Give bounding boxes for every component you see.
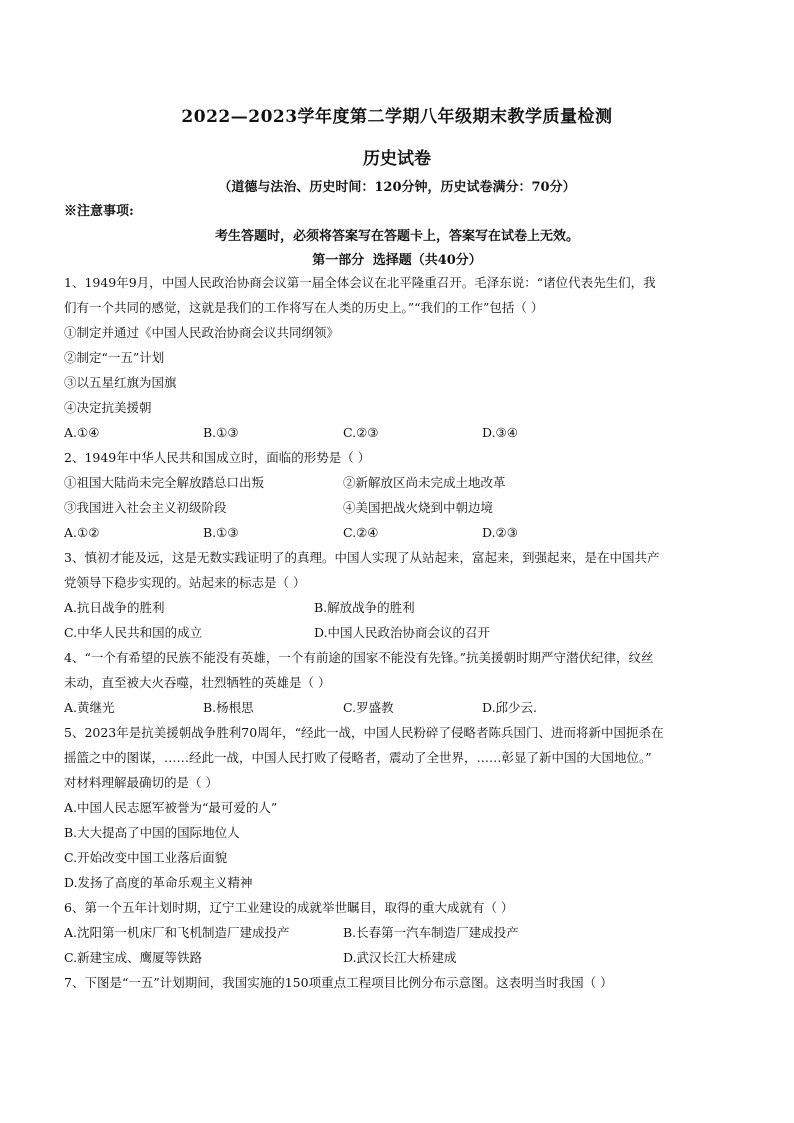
- notice-heading: ※注意事项:: [64, 204, 134, 219]
- q4-option-c: C.罗盛教: [343, 700, 394, 715]
- q4-option-a: A.黄继光: [64, 700, 115, 715]
- q5-option-b: B.大大提高了中国的国际地位人: [64, 825, 240, 840]
- q3-option-d: D.中国人民政治协商会议的召开: [314, 625, 491, 640]
- q1-option-b: B.①③: [203, 425, 239, 440]
- q3-stem-line-1: 3、慎初才能及远，这是无数实践证明了的真理。中国人实现了从站起来，富起来，到强起来，是在中国共产: [64, 550, 660, 565]
- q1-item-4: ④决定抗美援朝: [64, 400, 152, 415]
- q3-option-a: A.抗日战争的胜利: [64, 600, 165, 615]
- q2-item-2: ②新解放区尚未完成土地改革: [343, 475, 506, 490]
- q2-option-d: D.②③: [482, 525, 518, 540]
- q7-stem-line-1: 7、下图是“一五”计划期间，我国实施的150项重点工程项目比例分布示意图。这表明当时我国（ ）: [64, 975, 613, 990]
- q3-stem-line-2: 党领导下稳步实现的。站起来的标志是（ ）: [64, 575, 306, 590]
- q1-item-1: ①制定并通过《中国人民政治协商会议共同纲领》: [64, 325, 340, 340]
- q5-stem-line-3: 对材料理解最确切的是（ ）: [64, 775, 218, 790]
- q6-option-c: C.新建宝成、鹰厦等铁路: [64, 950, 203, 965]
- q1-item-2: ②制定“一五”计划: [64, 350, 165, 365]
- q5-option-a: A.中国人民志愿军被誉为“最可爱的人”: [64, 800, 278, 815]
- q2-option-c: C.②④: [343, 525, 379, 540]
- q4-option-d: D.邱少云.: [482, 700, 538, 715]
- q4-stem-line-2: 未动，直至被大火吞噬，壮烈牺牲的英雄是（ ）: [64, 675, 331, 690]
- q2-stem-line-1: 2、1949年中华人民共和国成立时，面临的形势是（ ）: [64, 450, 371, 465]
- q1-stem-line-2: 们有一个共同的感觉，这就是我们的工作将写在人类的历史上。”“我们的工作”包括（ ）: [64, 300, 544, 315]
- q2-item-1: ①祖国大陆尚未完全解放踏总口出叛: [64, 475, 265, 490]
- q5-option-c: C.开始改变中国工业落后面貌: [64, 850, 228, 865]
- q2-item-4: ④美国把战火烧到中朝边境: [343, 500, 494, 515]
- q2-item-3: ③我国进入社会主义初级阶段: [64, 500, 227, 515]
- q2-option-a: A.①②: [64, 525, 100, 540]
- q1-item-3: ③以五星红旗为国旗: [64, 375, 177, 390]
- q5-stem-line-2: 摇篮之中的图谋，……经此一战，中国人民打败了侵略者，震动了全世界，……彰显了新中国的大国地位。”: [64, 750, 652, 765]
- q3-option-c: C.中华人民共和国的成立: [64, 625, 203, 640]
- q6-option-d: D.武汉长江大桥建成: [343, 950, 457, 965]
- notice-text: 考生答题时，必须将答案写在答题卡上，答案写在试卷上无效。: [214, 229, 579, 244]
- q5-stem-line-1: 5、2023年是抗美援朝战争胜利70周年，“经此一战，中国人民粉碎了侵略者陈兵国门、进而将新中国扼杀在: [64, 725, 664, 740]
- exam-subtitle: 历史试卷: [363, 149, 431, 169]
- q1-option-c: C.②③: [343, 425, 379, 440]
- q1-option-d: D.③④: [482, 425, 518, 440]
- time-note: （道德与法治、历史时间：120分钟，历史试卷满分：70分）: [218, 180, 576, 195]
- q3-option-b: B.解放战争的胜利: [314, 600, 415, 615]
- part1-heading: 第一部分 选择题（共40分）: [312, 253, 482, 268]
- q1-option-a: A.①④: [64, 425, 100, 440]
- q6-option-a: A.沈阳第一机床厂和飞机制造厂建成投产: [64, 925, 290, 940]
- q6-option-b: B.长春第一汽车制造厂建成投产: [343, 925, 519, 940]
- q4-stem-line-1: 4、“一个有希望的民族不能没有英雄，一个有前途的国家不能没有先锋。”抗美援朝时期严守潜伏纪律，纹丝: [64, 650, 654, 665]
- q4-option-b: B.杨根思: [203, 700, 254, 715]
- q1-stem-line-1: 1、1949年9月，中国人民政治协商会议第一届全体会议在北平隆重召开。毛泽东说：“诸位代表先生们，我: [64, 275, 656, 290]
- exam-title: 2022—2023学年度第二学期八年级期末教学质量检测: [181, 107, 613, 127]
- q6-stem-line-1: 6、第一个五年计划时期，辽宁工业建设的成就举世瞩目，取得的重大成就有（ ）: [64, 900, 514, 915]
- q2-option-b: B.①③: [203, 525, 239, 540]
- q5-option-d: D.发扬了高度的革命乐观主义精神: [64, 875, 253, 890]
